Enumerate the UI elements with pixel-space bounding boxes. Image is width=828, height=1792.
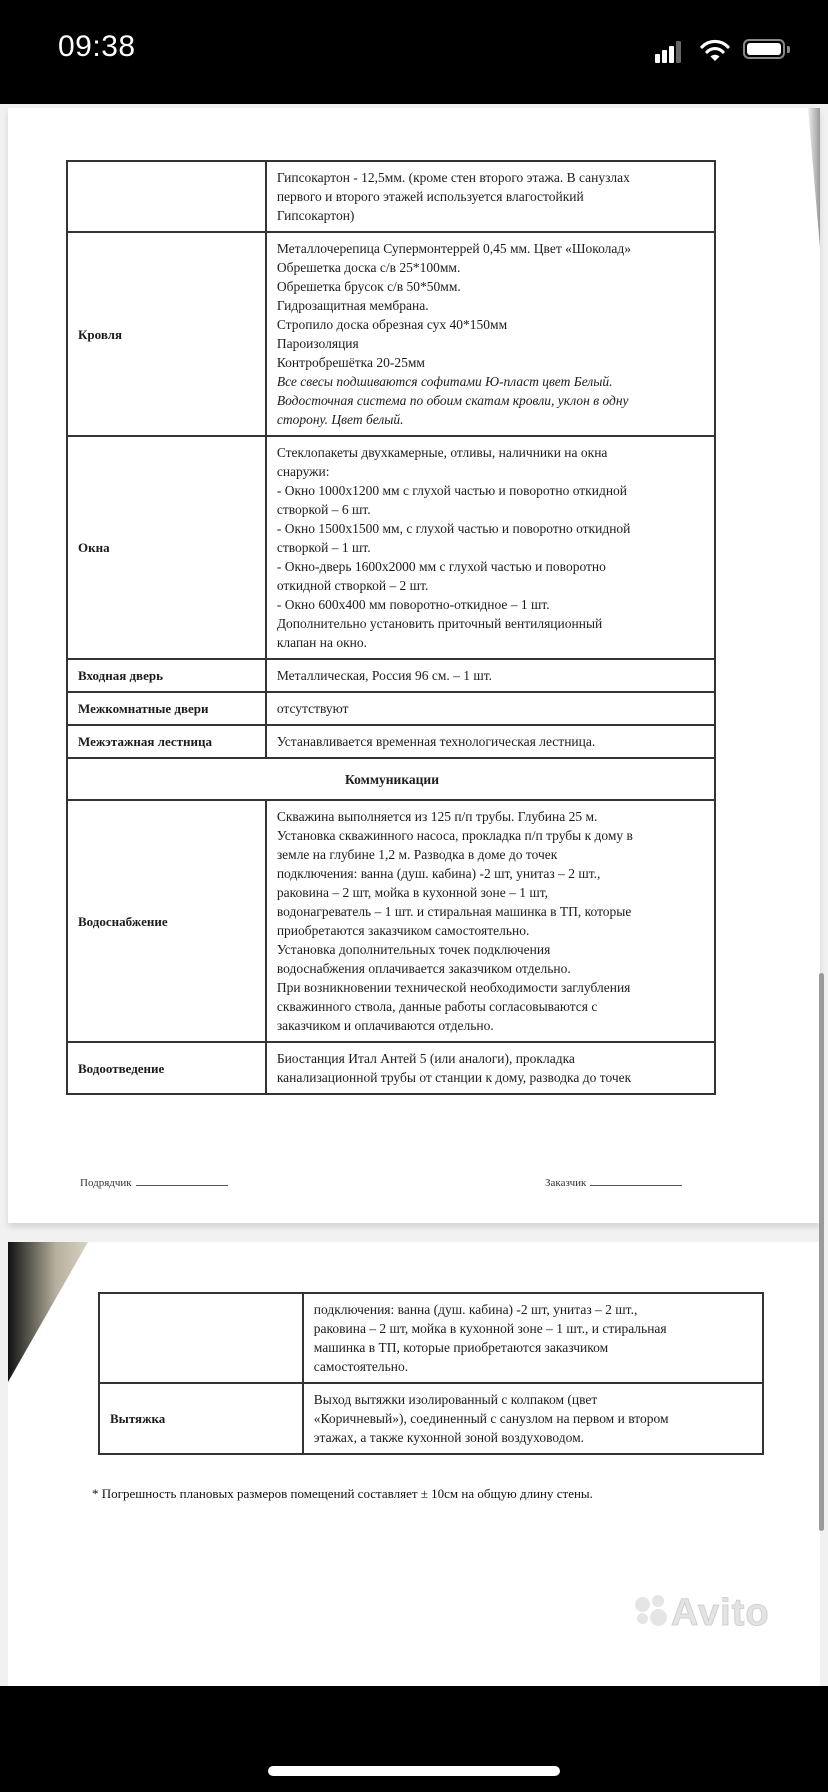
content-line: Устанавливается временная технологическая лестница. — [276, 734, 596, 749]
content-line: канализационной трубы от станции к дому, разводка до точек — [276, 1070, 632, 1085]
battery-icon — [743, 39, 791, 61]
content-line: раковина – 2 шт, мойка в кухонной зоне – 1 шт, — [276, 885, 549, 900]
row-content — [266, 800, 715, 1042]
row-content — [266, 232, 715, 436]
table-row — [67, 436, 715, 659]
content-line: заказчиком и оплачиваются отдельно. — [276, 1018, 494, 1033]
content-line: Гипсокартон - 12,5мм. (кроме стен второго этажа. В санузлах — [276, 170, 630, 185]
content-line: Контробрешётка 20-25мм — [276, 355, 425, 370]
clock: 09:38 — [58, 30, 136, 63]
content-line: Выход вытяжки изолированный с колпаком (цвет — [313, 1392, 598, 1407]
content-line: первого и второго этажей используется влагостойкий — [276, 189, 584, 204]
signal-icon — [655, 41, 687, 63]
content-line: «Коричневый»), соединенный с санузлом на первом и втором — [313, 1411, 669, 1426]
home-bar-area — [0, 1686, 828, 1792]
spec-table — [66, 160, 716, 1095]
content-line: Установка скважинного насоса, прокладка п/п трубы к дому в — [276, 828, 633, 843]
content-line: подключения: ванна (душ. кабина) -2 шт, унитаз – 2 шт., — [313, 1302, 638, 1317]
table-row — [67, 1042, 715, 1094]
content-line: подключения: ванна (душ. кабина) -2 шт, унитаз – 2 шт., — [276, 866, 601, 881]
footnote: * Погрешность плановых размеров помещений составляет ± 10см на общую длину стены. — [92, 1486, 593, 1501]
content-line: этажах, а также кухонной зоной воздуховодом. — [313, 1430, 585, 1445]
home-indicator[interactable] — [268, 1766, 560, 1776]
content-line: Гипсокартон) — [276, 208, 355, 223]
content-line: створкой – 1 шт. — [276, 540, 371, 555]
content-line: - Окно 1500х1500 мм, с глухой частью и поворотно откидной — [276, 521, 631, 536]
table-row — [67, 800, 715, 1042]
content-line: машинка в ТП, которые приобретаются заказчиком — [313, 1340, 609, 1355]
content-line: - Окно 1000х1200 мм с глухой частью и поворотно откидной — [276, 483, 628, 498]
table-row — [67, 692, 715, 725]
row-label: Водоотведение — [67, 1042, 266, 1094]
content-line: отсутствуют — [276, 701, 349, 716]
content-line: самостоятельно. — [313, 1359, 409, 1374]
signature-line — [590, 1185, 682, 1186]
table-row — [99, 1293, 763, 1383]
row-content — [266, 659, 715, 692]
table-row — [67, 232, 715, 436]
row-label: Кровля — [67, 232, 266, 436]
document-viewer[interactable] — [0, 104, 828, 1686]
content-line: Установка дополнительных точек подключения — [276, 942, 551, 957]
spec-table-continued — [98, 1292, 764, 1455]
content-line: При возникновении технической необходимости заглубления — [276, 980, 631, 995]
document-page-1 — [8, 108, 820, 1223]
row-content — [266, 1042, 715, 1094]
content-line: скважинного ствола, данные работы согласовываются с — [276, 999, 598, 1014]
content-line: земле на глубине 1,2 м. Разводка в доме до точек — [276, 847, 558, 862]
row-label: Вытяжка — [99, 1383, 303, 1454]
customer-label: Заказчик — [545, 1177, 587, 1189]
row-label: Межкомнатные двери — [67, 692, 266, 725]
avito-wordmark: Avito — [671, 1592, 770, 1634]
content-line: Биостанция Итал Антей 5 (или аналоги), прокладка — [276, 1051, 575, 1066]
content-line: Металлическая, Россия 96 см. – 1 шт. — [276, 668, 493, 683]
row-label — [99, 1293, 303, 1383]
row-content — [266, 692, 715, 725]
row-content — [303, 1293, 763, 1383]
content-line: - Окно-дверь 1600х2000 мм с глухой частью и поворотно — [276, 559, 606, 574]
customer-signature — [545, 1177, 682, 1189]
row-content — [266, 161, 715, 232]
content-line: - Окно 600х400 мм поворотно-откидное – 1 шт. — [276, 597, 550, 612]
content-line: Скважина выполняется из 125 п/п трубы. Глубина 25 м. — [276, 809, 598, 824]
content-line: раковина – 2 шт, мойка в кухонной зоне – 1 шт., и стиральная — [313, 1321, 667, 1336]
section-title: Коммуникации — [67, 758, 715, 800]
content-line: водоснабжения оплачивается заказчиком отдельно. — [276, 961, 571, 976]
row-content — [266, 436, 715, 659]
contractor-label: Подрядчик — [80, 1177, 132, 1189]
row-label: Водоснабжение — [67, 800, 266, 1042]
row-content — [303, 1383, 763, 1454]
content-line: Водосточная система по обоим скатам кровли, уклон в одну — [276, 393, 629, 408]
signature-line — [136, 1185, 228, 1186]
content-line: откидной створкой – 2 шт. — [276, 578, 429, 593]
scrollbar[interactable] — [819, 973, 824, 1531]
content-line: Обрешетка доска с/в 25*100мм. — [276, 260, 461, 275]
row-label: Межэтажная лестница — [67, 725, 266, 758]
content-line: водонагреватель – 1 шт. и стиральная машинка в ТП, которые — [276, 904, 632, 919]
avito-logo-icon — [635, 1595, 669, 1627]
table-row — [67, 725, 715, 758]
content-line: Стеклопакеты двухкамерные, отливы, наличники на окна — [276, 445, 608, 460]
status-bar — [0, 0, 828, 104]
row-label: Входная дверь — [67, 659, 266, 692]
wifi-icon — [700, 38, 730, 62]
page-fold-shadow — [808, 108, 820, 248]
content-line: Пароизоляция — [276, 336, 359, 351]
content-line: Дополнительно установить приточный вентиляционный — [276, 616, 603, 631]
table-row — [67, 161, 715, 232]
content-line: приобретаются заказчиком самостоятельно. — [276, 923, 530, 938]
row-label — [67, 161, 266, 232]
table-row — [67, 659, 715, 692]
content-line: створкой – 6 шт. — [276, 502, 371, 517]
avito-watermark — [635, 1592, 770, 1635]
contractor-signature — [80, 1177, 228, 1189]
table-row — [99, 1383, 763, 1454]
content-line: клапан на окно. — [276, 635, 368, 650]
content-line: Стропило доска обрезная сух 40*150мм — [276, 317, 508, 332]
content-line: Все свесы подшиваются софитами Ю-пласт цвет Белый. — [276, 374, 613, 389]
content-line: сторону. Цвет белый. — [276, 412, 404, 427]
content-line: Металлочерепица Супермонтеррей 0,45 мм. Цвет «Шоколад» — [276, 241, 631, 256]
content-line: Обрешетка брусок с/в 50*50мм. — [276, 279, 461, 294]
section-row — [67, 758, 715, 800]
content-line: снаружи: — [276, 464, 330, 479]
page-fold-shadow — [8, 1242, 88, 1382]
content-line: Гидрозащитная мембрана. — [276, 298, 429, 313]
row-content — [266, 725, 715, 758]
row-label: Окна — [67, 436, 266, 659]
